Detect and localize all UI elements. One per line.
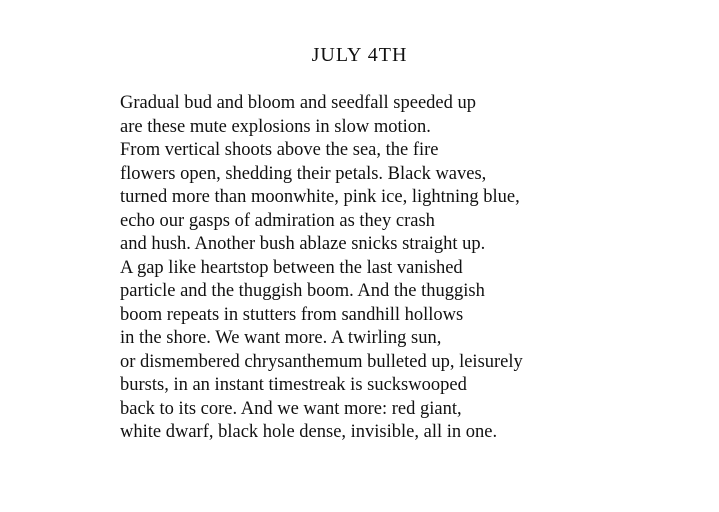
poem-line: A gap like heartstop between the last vanished — [120, 257, 463, 278]
poem-line: From vertical shoots above the sea, the fire — [120, 140, 439, 160]
poem-line: particle and the thuggish boom. And the thuggish — [120, 281, 485, 301]
poem-line: turned more than moonwhite, pink ice, lightning blue, — [120, 187, 520, 207]
poem-line: bursts, in an instant timestreak is suckswooped — [120, 375, 467, 395]
poem-line: and hush. Another bush ablaze snicks straight up. — [120, 234, 486, 254]
poem-line: are these mute explosions in slow motion. — [120, 116, 431, 137]
poem-line: Gradual bud and bloom and seedfall speeded up — [120, 93, 477, 113]
poem-line: white dwarf, black hole dense, invisible, all in one. — [120, 422, 498, 442]
poem-line: in the shore. We want more. A twirling sun, — [120, 328, 442, 348]
poem-line: or dismembered chrysanthemum bulleted up, leisurely — [120, 351, 523, 372]
poem-line: back to its core. And we want more: red giant, — [120, 398, 462, 419]
poem-line: boom repeats in stutters from sandhill hollows — [120, 304, 464, 325]
poem-body — [120, 92, 523, 445]
poem-title: JULY 4TH — [311, 44, 408, 66]
poem-line: echo our gasps of admiration as they crash — [120, 210, 435, 231]
poem-line: flowers open, shedding their petals. Black waves, — [120, 163, 487, 184]
